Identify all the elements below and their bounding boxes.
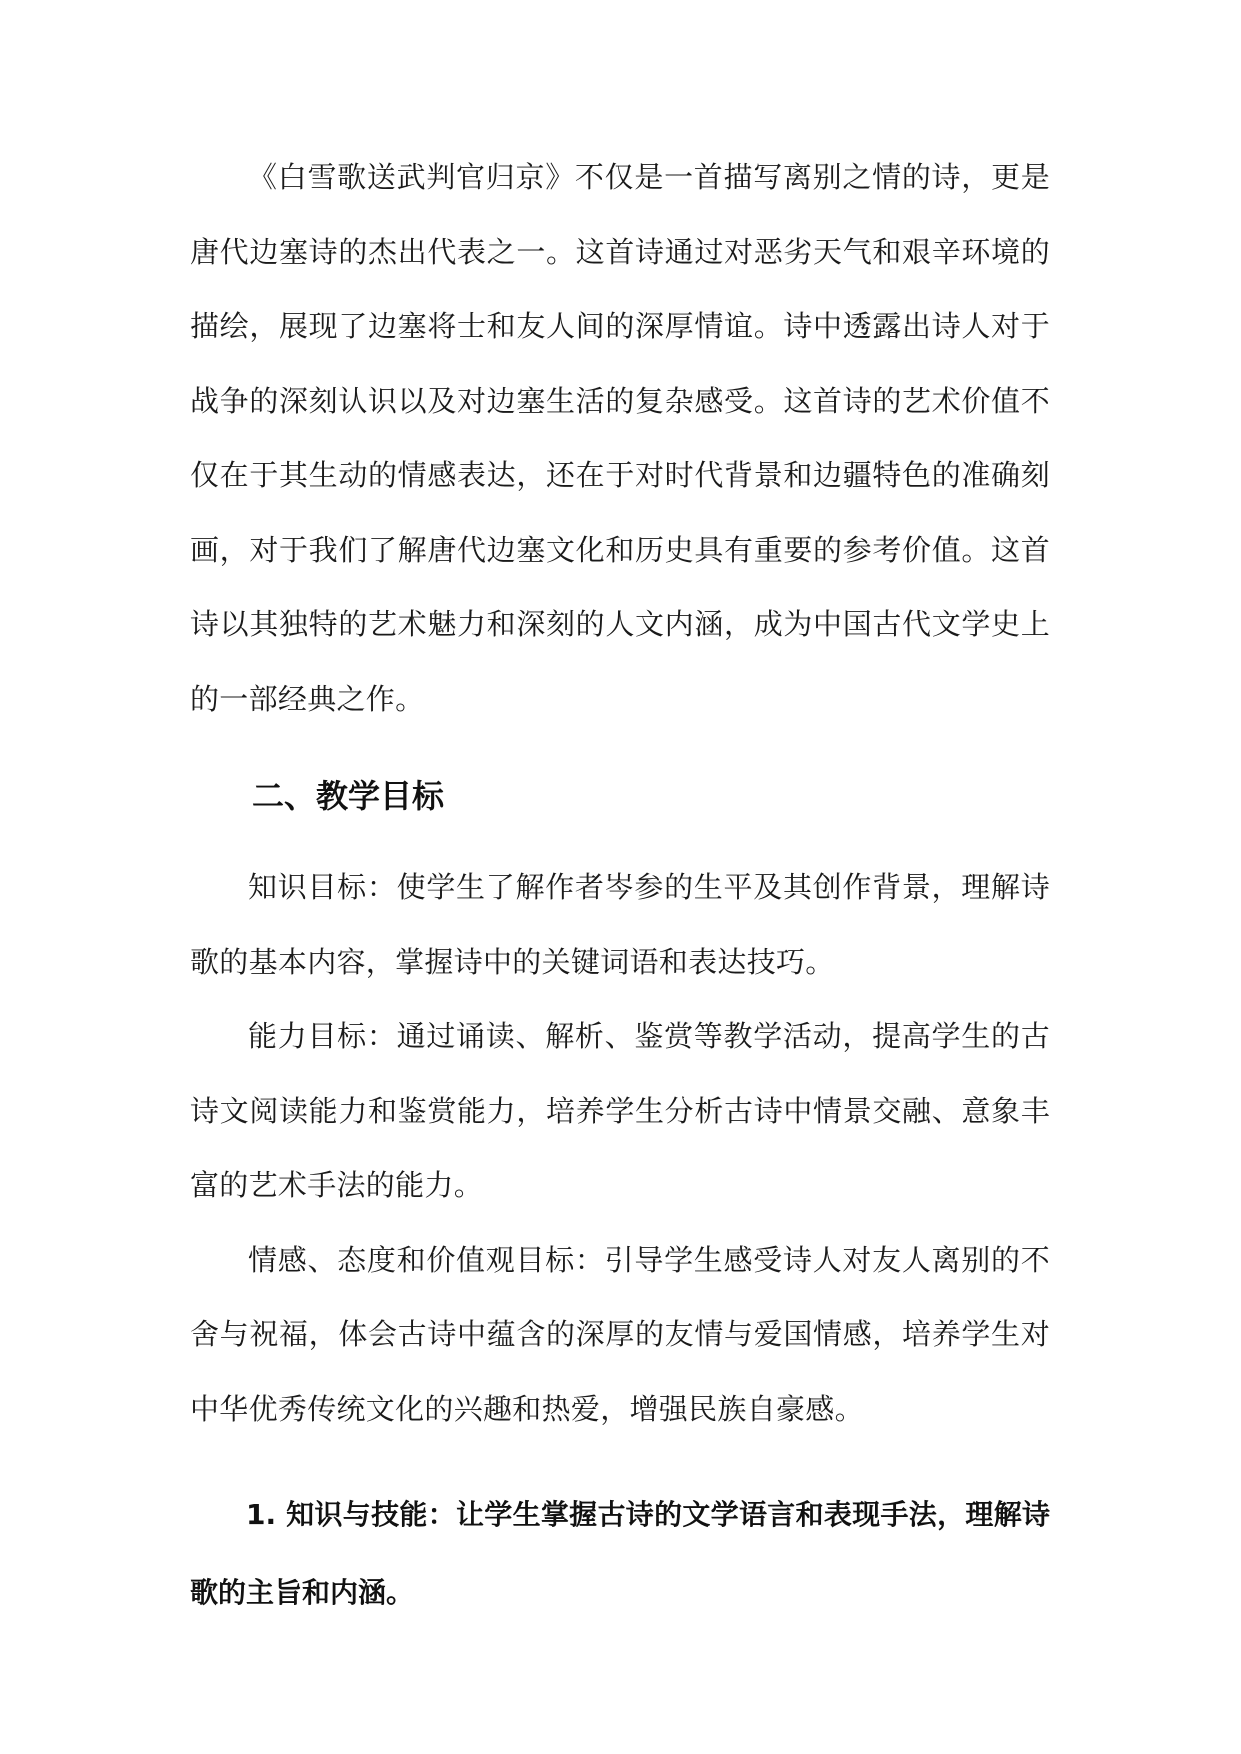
- numbered-item-knowledge-skills: 1. 知识与技能：让学生掌握古诗的文学语言和表现手法，理解诗歌的主旨和内涵。: [190, 1498, 1050, 1609]
- goal-knowledge-paragraph: 知识目标：使学生了解作者岑参的生平及其创作背景，理解诗歌的基本内容，掌握诗中的关键词语和表达技巧。: [190, 870, 1050, 979]
- section-heading-teaching-goals: 二、教学目标: [252, 777, 445, 815]
- intro-paragraph: 《白雪歌送武判官归京》不仅是一首描写离别之情的诗，更是唐代边塞诗的杰出代表之一。这首诗通过对恶劣天气和艰辛环境的描绘，展现了边塞将士和友人间的深厚情谊。诗中透露出诗人对于战争的深刻认识以及对边塞生活的复杂感受。这首诗的艺术价值不仅在于其生动的情感表达，还在于对时代背景和边疆特色的准确刻画，对于我们了解唐代边塞文化和历史具有重要的参考价值。这首诗以其独特的艺术魅力和深刻的人文内涵，成为中国古代文学史上的一部经典之作。: [190, 160, 1050, 716]
- goal-ability-paragraph: 能力目标：通过诵读、解析、鉴赏等教学活动，提高学生的古诗文阅读能力和鉴赏能力，培养学生分析古诗中情景交融、意象丰富的艺术手法的能力。: [190, 1019, 1050, 1202]
- goal-emotion-paragraph: 情感、态度和价值观目标：引导学生感受诗人对友人离别的不舍与祝福，体会古诗中蕴含的深厚的友情与爱国情感，培养学生对中华优秀传统文化的兴趣和热爱，增强民族自豪感。: [190, 1242, 1050, 1426]
- document-body: [190, 140, 1050, 1632]
